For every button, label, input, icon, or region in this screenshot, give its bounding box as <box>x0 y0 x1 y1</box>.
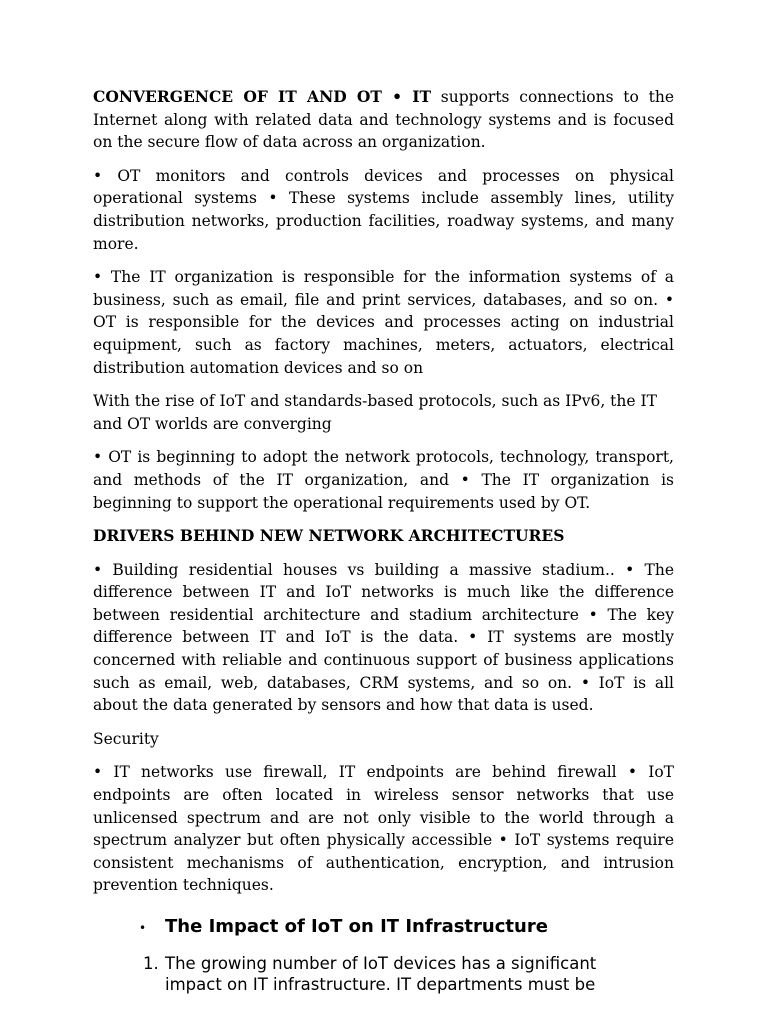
security-label: Security <box>93 729 159 748</box>
paragraph-iot-rise: With the rise of IoT and standards-based protocols, such as IPv6, the IT and OT worlds are converging <box>93 392 657 433</box>
bullet-icon: • <box>139 921 147 935</box>
impact-bullet <box>139 916 674 939</box>
convergence-heading: CONVERGENCE OF IT AND OT • IT <box>93 87 432 106</box>
numbered-list-item <box>143 953 674 995</box>
paragraph-it-organization: • The IT organization is responsible for the information systems of a business, such as email, file and print services, databases, and so on. • OT is responsible for the devices and processes acting on industrial equipment, such as factory machines, meters, actuators, electrical distribution automation devices and so on <box>93 268 674 377</box>
paragraph-drivers: • Building residential houses vs building a massive stadium.. • The difference between IT and IoT networks is much like the difference between residential architecture and stadium architecture • The key difference between IT and IoT is the data. • IT systems are mostly concerned with reliable and continuous support of business applications such as email, web, databases, CRM systems, and so on. • IoT is all about the data generated by sensors and how that data is used. <box>93 560 674 715</box>
impact-title: The Impact of IoT on IT Infrastructure <box>165 916 548 937</box>
convergence-text: supports connections to the Internet along with related data and technology systems and is focused on the secure flow of data across an organization. <box>93 88 674 152</box>
paragraph-ot-monitors: • OT monitors and controls devices and processes on physical operational systems • These systems include assembly lines, utility distribution networks, production facilities, roadway systems, and many more. <box>93 166 674 253</box>
list-item-text: The growing number of IoT devices has a significant impact on IT infrastructure. IT departments must be <box>165 954 597 994</box>
drivers-heading: DRIVERS BEHIND NEW NETWORK ARCHITECTURES <box>93 526 565 546</box>
paragraph-ot-adopt: • OT is beginning to adopt the network protocols, technology, transport, and methods of the IT organization, and • The IT organization is beginning to support the operational requirements used by OT. <box>93 448 674 512</box>
document-body <box>93 86 674 995</box>
paragraph-security: • IT networks use firewall, IT endpoints are behind firewall • IoT endpoints are often located in wireless sensor networks that use unlicensed spectrum and are not only visible to the world through a spectrum analyzer but often physically accessible • IoT systems require consistent mechanisms of authentication, encryption, and intrusion prevention techniques. <box>93 763 674 895</box>
list-number: 1. <box>143 954 159 973</box>
paragraph-convergence <box>93 86 674 154</box>
impact-section <box>93 916 674 995</box>
